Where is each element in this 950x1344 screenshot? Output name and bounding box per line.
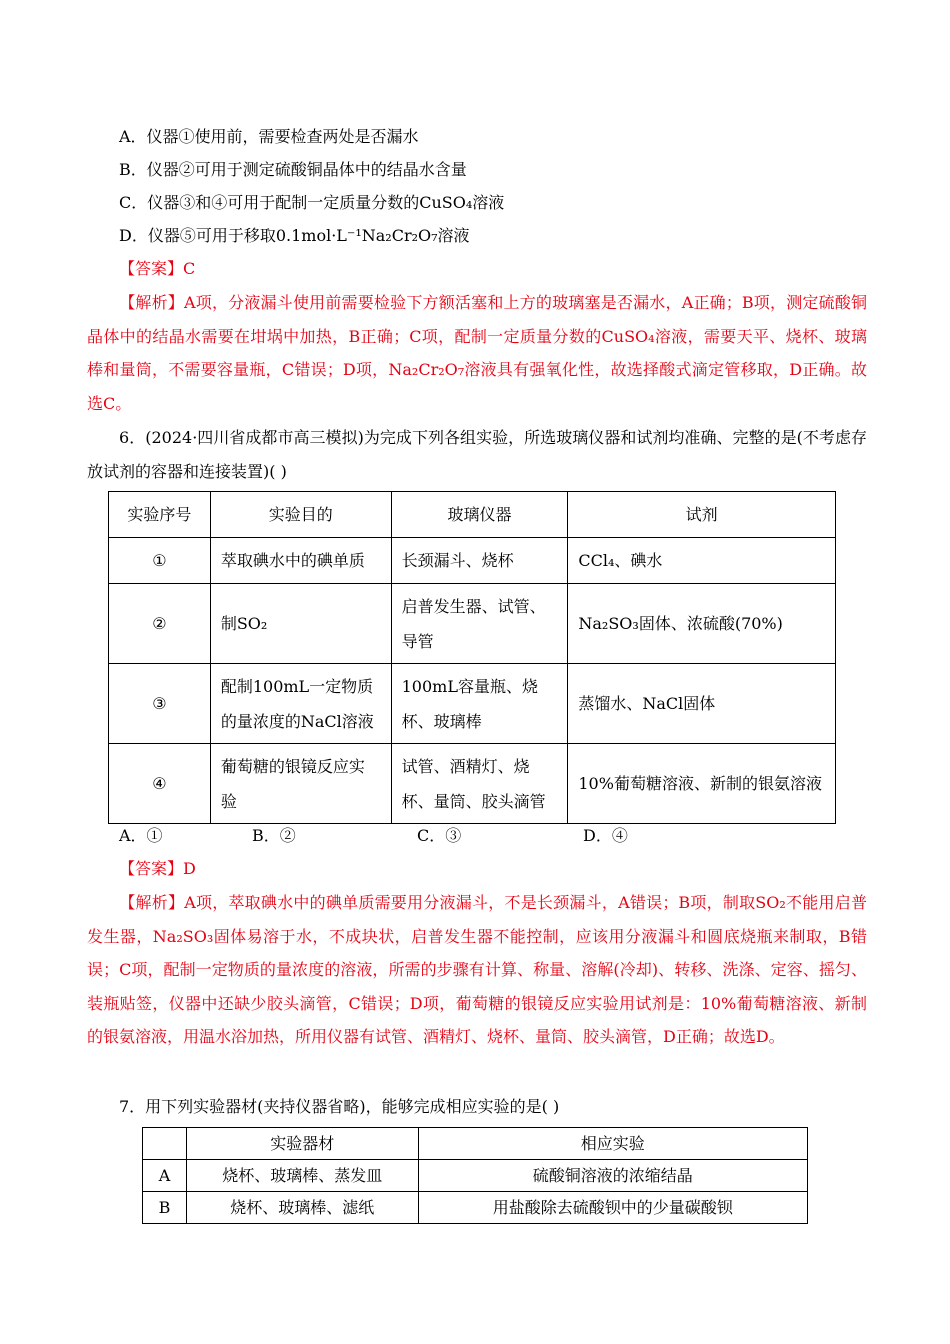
q7-table [142,1127,808,1224]
q7-header-equipment: 实验器材 [186,1128,418,1160]
q6-analysis [87,886,867,1054]
row-no: ① [109,538,211,584]
q5-option-a: A．仪器①使用前，需要检查两处是否漏水 [119,127,419,146]
row-purpose: 萃取碘水中的碘单质 [210,538,391,584]
q6-header-reagent: 试剂 [568,492,836,538]
q6-table [108,491,836,824]
row-purpose: 制SO₂ [210,584,391,664]
row-experiment: 硫酸铜溶液的浓缩结晶 [418,1160,807,1192]
q6-option-d: D．④ [583,826,628,845]
q6-analysis-text: A项，萃取碘水中的碘单质需要用分液漏斗，不是长颈漏斗，A错误；B项，制取SO₂不能用启普发生器，Na₂SO₃固体易溶于水，不成块状，启普发生器不能控制，应该用分液漏斗和圆底烧瓶来制取，B错误；C项，配制一定物质的量浓度的溶液，所需的步骤有计算、称量、溶解(冷却)、转移、洗涤、定容、摇匀、装瓶贴签，仪器中还缺少胶头滴管，C错误；D项，葡萄糖的银镜反应实验用试剂是：10%葡萄糖溶液、新制的银氨溶液，用温水浴加热，所用仪器有试管、酒精灯、烧杯、量筒、胶头滴管，D正确；故选D。 [87,893,867,1046]
q6-option-c: C．③ [417,826,462,845]
q5-option-c: C．仪器③和④可用于配制一定质量分数的CuSO₄溶液 [119,193,505,212]
q5-analysis-label: 【解析】 [119,293,184,312]
table-row [109,744,836,824]
row-experiment: 用盐酸除去硫酸钡中的少量碳酸钡 [418,1192,807,1224]
row-label: A [143,1160,187,1192]
q5-option-d: D．仪器⑤可用于移取0.1mol·L⁻¹Na₂Cr₂O₇溶液 [119,226,470,245]
q7-header-experiment: 相应实验 [418,1128,807,1160]
q7-stem: 7．用下列实验器材(夹持仪器省略)，能够完成相应实验的是( ) [119,1097,560,1116]
row-label: B [143,1192,187,1224]
row-glass: 100mL容量瓶、烧杯、玻璃棒 [391,664,568,744]
q5-option-b: B．仪器②可用于测定硫酸铜晶体中的结晶水含量 [119,160,467,179]
row-equipment: 烧杯、玻璃棒、滤纸 [186,1192,418,1224]
row-purpose: 葡萄糖的银镜反应实验 [210,744,391,824]
q6-stem-text: 6．(2024·四川省成都市高三模拟)为完成下列各组实验，所选玻璃仪器和试剂均准确、完整的是(不考虑存放试剂的容器和连接装置)( ) [87,428,867,481]
q6-stem [87,421,867,488]
table-row [143,1160,808,1192]
q6-header-no: 实验序号 [109,492,211,538]
q6-analysis-label: 【解析】 [119,893,185,912]
row-purpose: 配制100mL一定物质的量浓度的NaCl溶液 [210,664,391,744]
row-no: ② [109,584,211,664]
row-no: ③ [109,664,211,744]
row-no: ④ [109,744,211,824]
q7-header-label [143,1128,187,1160]
q5-analysis-text: A项，分液漏斗使用前需要检验下方额活塞和上方的玻璃塞是否漏水，A正确；B项，测定硫酸铜晶体中的结晶水需要在坩埚中加热，B正确；C项，配制一定质量分数的CuSO₄溶液，需要天平、烧杯、玻璃棒和量筒，不需要容量瓶，C错误；D项，Na₂Cr₂O₇溶液具有强氧化性，故选择酸式滴定管移取，D正确。故选C。 [87,293,867,413]
row-glass: 长颈漏斗、烧杯 [391,538,568,584]
q6-option-a: A．① [119,826,163,845]
table-row [143,1192,808,1224]
row-glass: 启普发生器、试管、导管 [391,584,568,664]
q6-option-b: B．② [252,826,296,845]
q6-header-purpose: 实验目的 [210,492,391,538]
q6-answer: 【答案】D [119,859,196,878]
row-reagent: 蒸馏水、NaCl固体 [568,664,836,744]
q5-analysis [87,286,867,420]
row-glass: 试管、酒精灯、烧杯、量筒、胶头滴管 [391,744,568,824]
q6-header-glass: 玻璃仪器 [391,492,568,538]
row-reagent: Na₂SO₃固体、浓硫酸(70%) [568,584,836,664]
q5-answer: 【答案】C [119,259,196,278]
table-row [109,538,836,584]
table-row [109,584,836,664]
table-row [109,664,836,744]
row-reagent: CCl₄、碘水 [568,538,836,584]
row-equipment: 烧杯、玻璃棒、蒸发皿 [186,1160,418,1192]
row-reagent: 10%葡萄糖溶液、新制的银氨溶液 [568,744,836,824]
